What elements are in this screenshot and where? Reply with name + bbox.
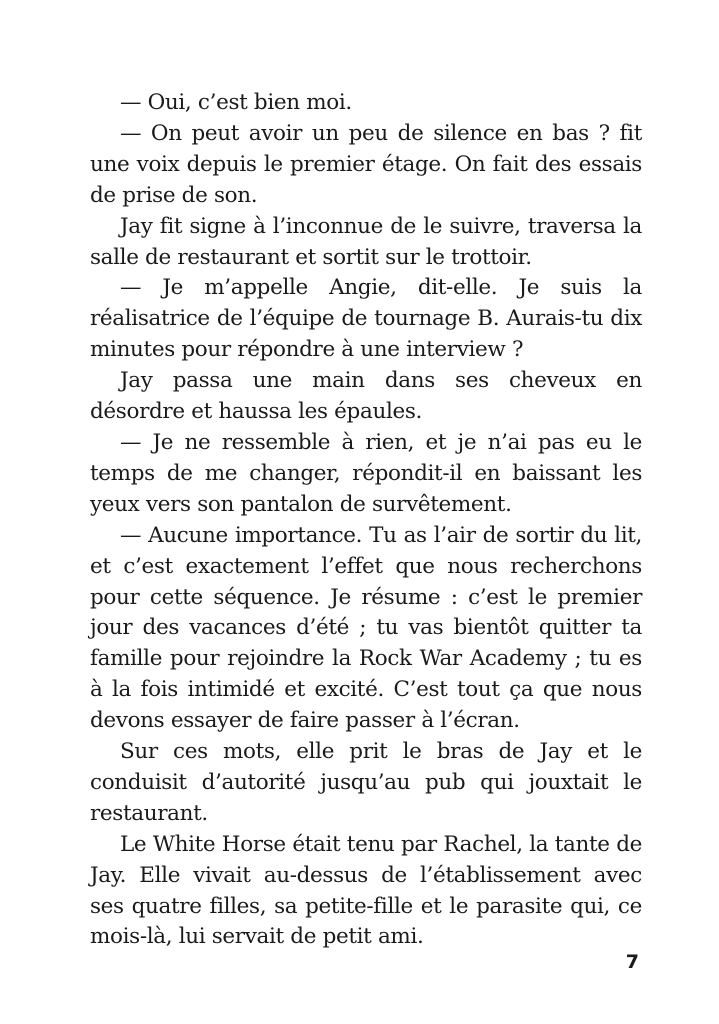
paragraph: Jay fit signe à l’inconnue de le suivre, traversa la salle de restaurant et sortit sur le trottoir. <box>90 213 642 270</box>
paragraph: — On peut avoir un peu de silence en bas ? fit une voix depuis le premier étage. On fait des essais de prise de son. <box>90 120 642 208</box>
page-number: 7 <box>625 951 639 973</box>
paragraph: — Aucune importance. Tu as l’air de sortir du lit, et c’est exactement l’effet que nous recherchons pour cette séquence. Je résume : c’est le premier jour des vacances d’été ; tu vas bientôt quitter ta famille pour rejoindre la Rock War Academy ; tu es à la fois intimidé et excité. C’est tout ça que nous devons essayer de faire passer à l’écran. <box>90 522 642 734</box>
paragraph: — Oui, c’est bien moi. <box>120 90 352 115</box>
paragraph: — Je m’appelle Angie, dit-elle. Je suis la réalisatrice de l’équipe de tournage B. Aurais-tu dix minutes pour répondre à une interview ? <box>90 275 642 363</box>
paragraph: Le White Horse était tenu par Rachel, la tante de Jay. Elle vivait au-dessus de l’établissement avec ses quatre filles, sa petite-fille et le parasite qui, ce mois-là, lui servait de petit ami. <box>90 831 642 950</box>
body-text <box>90 88 642 953</box>
paragraph: Jay passa une main dans ses cheveux en désordre et haussa les épaules. <box>90 368 642 425</box>
paragraph: Sur ces mots, elle prit le bras de Jay et le conduisit d’autorité jusqu’au pub qui jouxtait le restaurant. <box>90 739 642 826</box>
paragraph: — Je ne ressemble à rien, et je n’ai pas eu le temps de me changer, répondit-il en baissant les yeux vers son pantalon de survêtement. <box>90 429 642 517</box>
